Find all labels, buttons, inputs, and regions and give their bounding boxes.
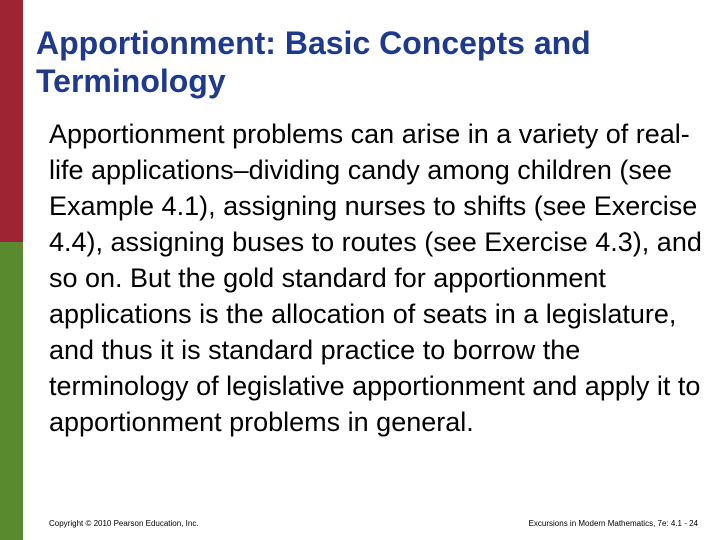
slide-body: Apportionment problems can arise in a variety of real-life applications–dividing candy among children (see Example 4.1), assigning nurses to shifts (see Exercise 4.4), assigning buses to routes (see Exercise 4.3), and so on. But the gold standard for apportionment applications is the allocation of seats in a legislature, and thus it is standard practice to borrow the terminology of legislative apportionment and apply it to apportionment problems in general. — [49, 119, 702, 437]
footer-copyright: Copyright © 2010 Pearson Education, Inc. — [49, 519, 199, 528]
footer-source: Excursions in Modern Mathematics, 7e: 4.1 - 24 — [528, 519, 698, 528]
accent-bar-green — [0, 242, 23, 540]
slide-title: Apportionment: Basic Concepts and Terminology — [36, 25, 591, 99]
accent-bar-red — [0, 0, 23, 242]
